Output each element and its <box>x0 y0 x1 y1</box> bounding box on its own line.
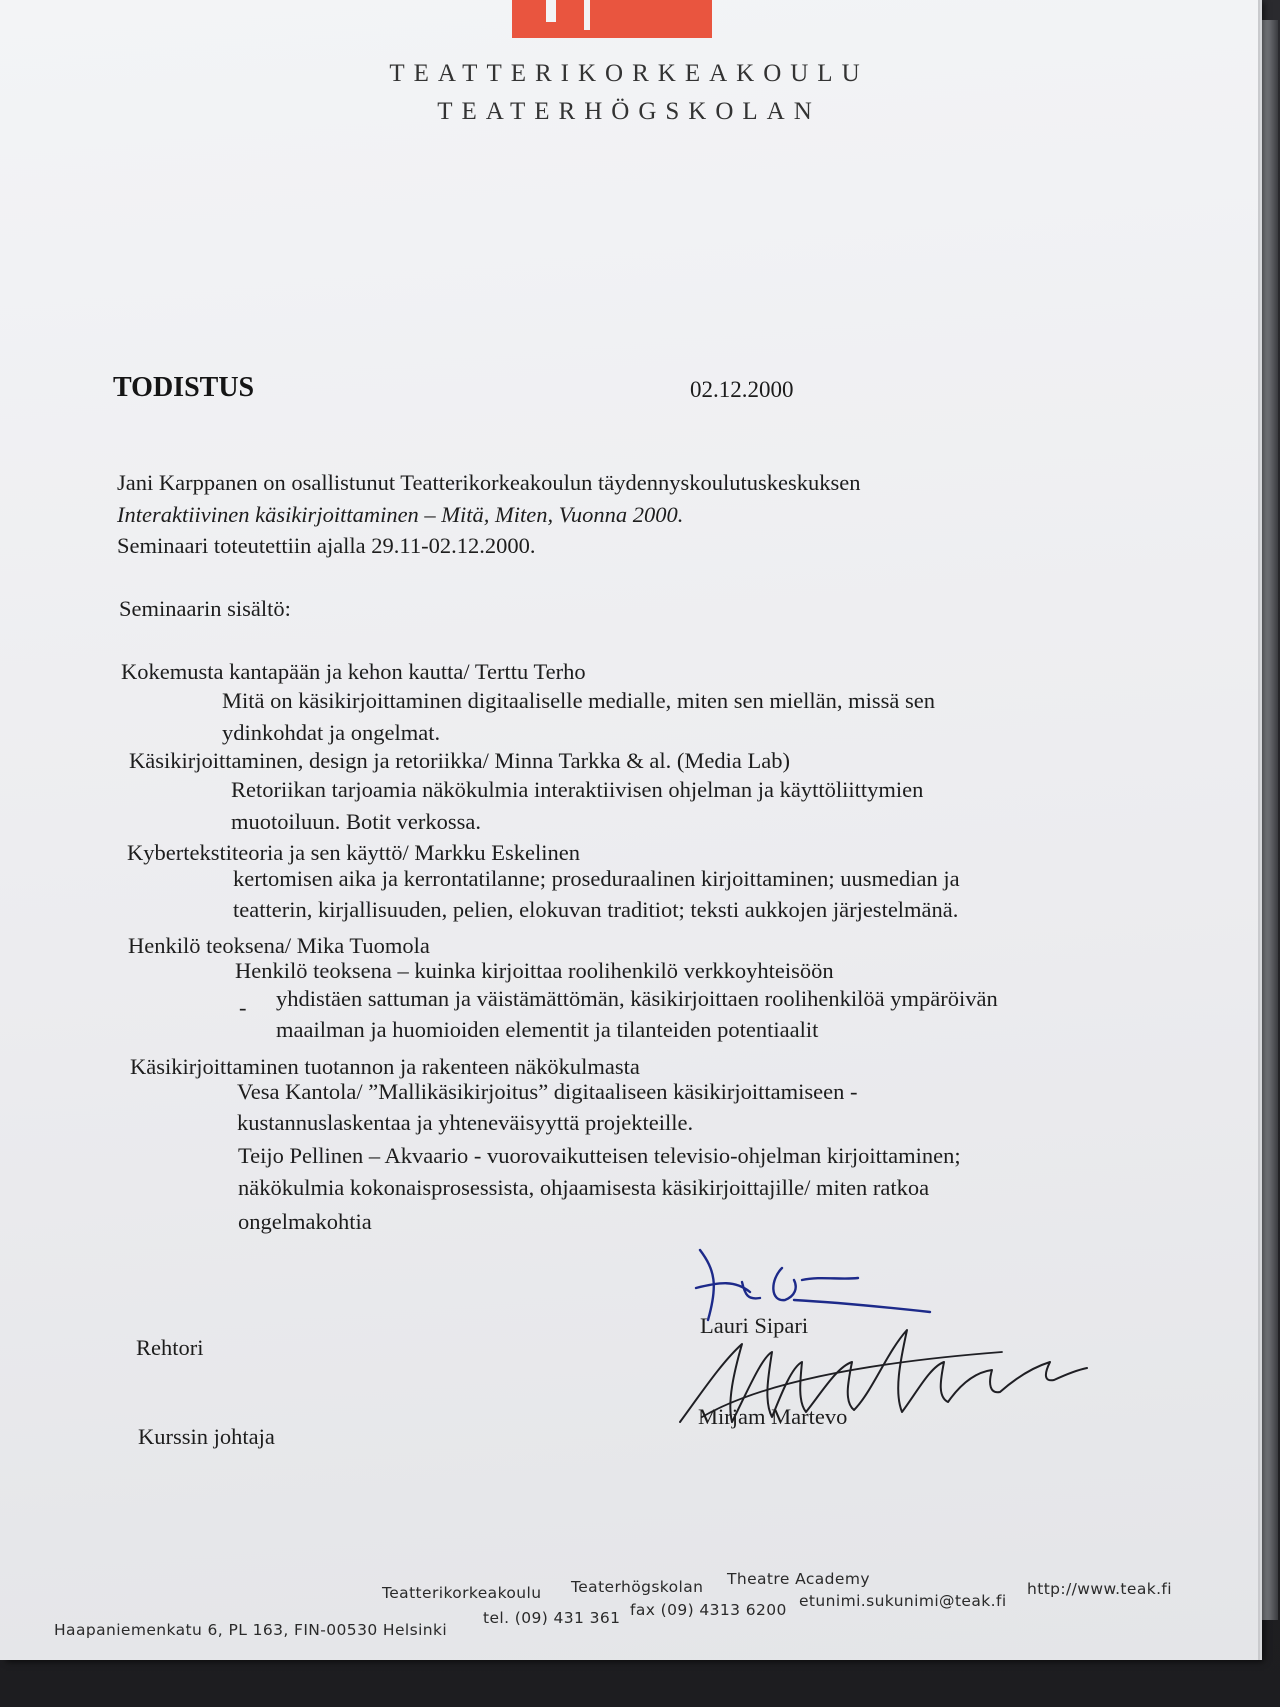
section-heading: Käsikirjoittaminen, design ja retoriikka/ Minna Tarkka & al. (Media Lab) <box>129 748 790 773</box>
course-director-name: Mirjam Martevo <box>698 1404 848 1429</box>
section-text: Teijo Pellinen – Akvaario - vuorovaikutteisen televisio-ohjelman kirjoittaminen; <box>238 1143 961 1168</box>
footer-email[interactable]: etunimi.sukunimi@teak.fi <box>799 1592 1007 1610</box>
letterhead-finnish: TEATTERIKORKEAKOULU <box>389 60 869 87</box>
section-text: ydinkohdat ja ongelmat. <box>222 720 441 745</box>
intro-line: Seminaari toteutettiin ajalla 29.11-02.12.2000. <box>117 533 536 558</box>
rector-role: Rehtori <box>136 1335 204 1360</box>
section-heading: Kybertekstiteoria ja sen käyttö/ Markku Eskelinen <box>127 840 580 865</box>
section-text: Retoriikan tarjoamia näkökulmia interaktiivisen ohjelman ja käyttöliittymien <box>231 777 924 802</box>
document-title: TODISTUS <box>113 372 255 403</box>
footer-phone: tel. (09) 431 361 <box>483 1609 621 1627</box>
footer-name-sv: Teaterhögskolan <box>571 1578 704 1596</box>
course-director-role: Kurssin johtaja <box>138 1424 275 1449</box>
footer-website[interactable]: http://www.teak.fi <box>1027 1580 1172 1598</box>
section-text: maailman ja huomioiden elementit ja tilanteiden potentiaalit <box>276 1017 819 1042</box>
section-text: näkökulmia kokonaisprosessista, ohjaamisesta käsikirjoittajille/ miten ratkoa <box>238 1175 930 1200</box>
footer-fax: fax (09) 4313 6200 <box>630 1601 787 1619</box>
section-heading: Käsikirjoittaminen tuotannon ja rakenteen näkökulmasta <box>130 1054 640 1079</box>
section-heading: Kokemusta kantapään ja kehon kautta/ Terttu Terho <box>121 659 586 684</box>
seminar-title: Interaktiivinen käsikirjoittaminen – Mitä, Miten, Vuonna 2000. <box>117 502 684 527</box>
footer-address: Haapaniemenkatu 6, PL 163, FIN-00530 Helsinki <box>54 1621 448 1639</box>
section-text: Vesa Kantola/ ”Mallikäsikirjoitus” digitaaliseen käsikirjoittamiseen - <box>237 1079 858 1104</box>
section-text: kertomisen aika ja kerrontatilanne; proseduraalinen kirjoittaminen; uusmedian ja <box>233 866 960 891</box>
bullet-dash: - <box>239 995 247 1020</box>
academy-logo <box>512 0 712 38</box>
footer-name-en: Theatre Academy <box>727 1570 870 1588</box>
section-text: yhdistäen sattuman ja väistämättömän, käsikirjoittaen roolihenkilöä ympäröivän <box>276 986 998 1011</box>
section-text: ongelmakohtia <box>238 1209 372 1234</box>
footer-name-fi: Teatterikorkeakoulu <box>382 1584 542 1602</box>
rector-name: Lauri Sipari <box>700 1313 809 1338</box>
letterhead-swedish: TEATERHÖGSKOLAN <box>437 98 821 125</box>
section-text: kustannuslaskentaa ja yhteneväisyyttä projekteille. <box>237 1110 694 1135</box>
section-text: Henkilö teoksena – kuinka kirjoittaa roolihenkilö verkkoyhteisöön <box>235 958 834 983</box>
contents-heading: Seminaarin sisältö: <box>119 596 291 621</box>
section-heading: Henkilö teoksena/ Mika Tuomola <box>128 933 430 958</box>
section-text: muotoiluun. Botit verkossa. <box>231 809 481 834</box>
section-text: teatterin, kirjallisuuden, pelien, elokuvan traditiot; teksti aukkojen järjestelmänä. <box>233 897 959 922</box>
section-text: Mitä on käsikirjoittaminen digitaaliselle medialle, miten sen miellän, missä sen <box>222 688 935 713</box>
intro-line: Jani Karppanen on osallistunut Teatterikorkeakoulun täydennyskoulutuskeskuksen <box>117 470 861 495</box>
document-date: 02.12.2000 <box>690 377 794 402</box>
